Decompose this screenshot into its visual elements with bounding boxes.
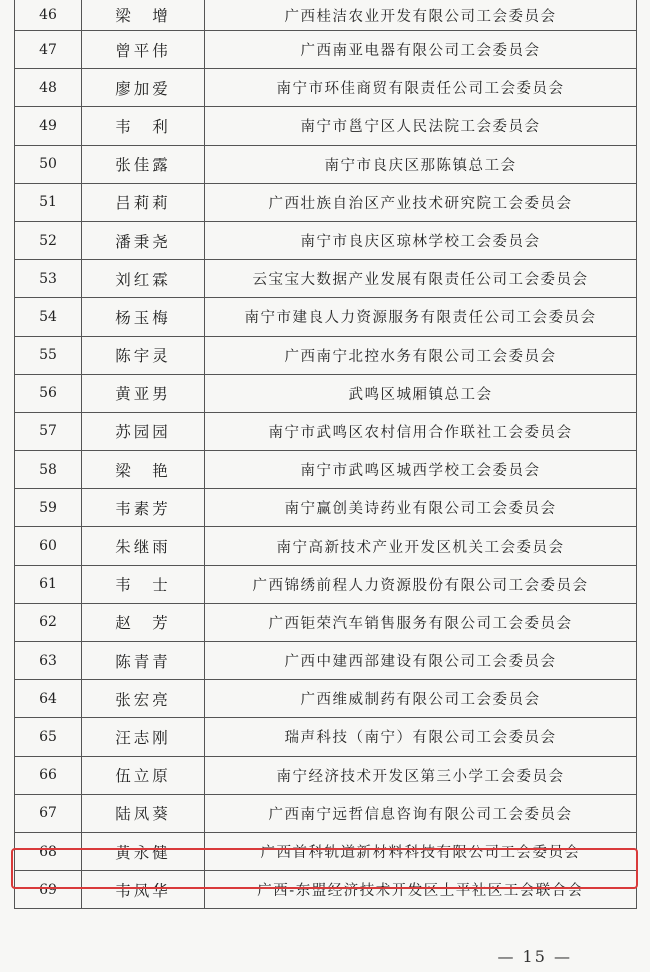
row-number: 50 bbox=[15, 145, 82, 183]
organization-name: 瑞声科技（南宁）有限公司工会委员会 bbox=[205, 718, 637, 756]
person-name: 杨玉梅 bbox=[82, 298, 205, 336]
organization-name: 南宁市环佳商贸有限责任公司工会委员会 bbox=[205, 69, 637, 107]
table-row bbox=[15, 603, 637, 641]
table-row bbox=[15, 412, 637, 450]
row-number: 62 bbox=[15, 603, 82, 641]
table-row bbox=[15, 642, 637, 680]
organization-name: 广西南宁北控水务有限公司工会委员会 bbox=[205, 336, 637, 374]
organization-name: 广西-东盟经济技术开发区上平社区工会联合会 bbox=[205, 871, 637, 909]
organization-name: 南宁经济技术开发区第三小学工会委员会 bbox=[205, 756, 637, 794]
person-name: 朱继雨 bbox=[82, 527, 205, 565]
roster-body bbox=[15, 0, 637, 909]
person-name: 曾平伟 bbox=[82, 31, 205, 69]
person-name: 伍立原 bbox=[82, 756, 205, 794]
organization-name: 广西桂洁农业开发有限公司工会委员会 bbox=[205, 0, 637, 31]
row-number: 59 bbox=[15, 489, 82, 527]
organization-name: 广西钜荣汽车销售服务有限公司工会委员会 bbox=[205, 603, 637, 641]
table-row bbox=[15, 871, 637, 909]
person-name: 陆凤葵 bbox=[82, 794, 205, 832]
organization-name: 广西壮族自治区产业技术研究院工会委员会 bbox=[205, 183, 637, 221]
row-number: 48 bbox=[15, 69, 82, 107]
person-name: 苏园园 bbox=[82, 412, 205, 450]
organization-name: 云宝宝大数据产业发展有限责任公司工会委员会 bbox=[205, 260, 637, 298]
organization-name: 南宁市建良人力资源服务有限责任公司工会委员会 bbox=[205, 298, 637, 336]
table-row bbox=[15, 31, 637, 69]
table-row bbox=[15, 374, 637, 412]
person-name: 潘秉尧 bbox=[82, 221, 205, 259]
row-number: 46 bbox=[15, 0, 82, 31]
row-number: 53 bbox=[15, 260, 82, 298]
table-row bbox=[15, 489, 637, 527]
row-number: 54 bbox=[15, 298, 82, 336]
row-number: 56 bbox=[15, 374, 82, 412]
person-name: 韦素芳 bbox=[82, 489, 205, 527]
person-name: 梁 艳 bbox=[82, 451, 205, 489]
organization-name: 武鸣区城厢镇总工会 bbox=[205, 374, 637, 412]
row-number: 67 bbox=[15, 794, 82, 832]
table-row bbox=[15, 69, 637, 107]
organization-name: 广西南亚电器有限公司工会委员会 bbox=[205, 31, 637, 69]
organization-name: 广西首科轨道新材料科技有限公司工会委员会 bbox=[205, 832, 637, 870]
table-row bbox=[15, 451, 637, 489]
table-row bbox=[15, 832, 637, 870]
row-number: 64 bbox=[15, 680, 82, 718]
table-row bbox=[15, 565, 637, 603]
person-name: 刘红霖 bbox=[82, 260, 205, 298]
person-name: 汪志刚 bbox=[82, 718, 205, 756]
person-name: 张佳露 bbox=[82, 145, 205, 183]
table-row bbox=[15, 298, 637, 336]
person-name: 韦 士 bbox=[82, 565, 205, 603]
row-number: 68 bbox=[15, 832, 82, 870]
roster-table bbox=[14, 0, 637, 909]
person-name: 赵 芳 bbox=[82, 603, 205, 641]
row-number: 57 bbox=[15, 412, 82, 450]
person-name: 吕莉莉 bbox=[82, 183, 205, 221]
table-row bbox=[15, 145, 637, 183]
table-row bbox=[15, 527, 637, 565]
organization-name: 南宁赢创美诗药业有限公司工会委员会 bbox=[205, 489, 637, 527]
table-row bbox=[15, 680, 637, 718]
organization-name: 南宁市武鸣区农村信用合作联社工会委员会 bbox=[205, 412, 637, 450]
row-number: 66 bbox=[15, 756, 82, 794]
table-row bbox=[15, 221, 637, 259]
person-name: 梁 增 bbox=[82, 0, 205, 31]
organization-name: 南宁市武鸣区城西学校工会委员会 bbox=[205, 451, 637, 489]
table-row bbox=[15, 718, 637, 756]
row-number: 47 bbox=[15, 31, 82, 69]
organization-name: 南宁市良庆区琼林学校工会委员会 bbox=[205, 221, 637, 259]
person-name: 陈宇灵 bbox=[82, 336, 205, 374]
table-row bbox=[15, 183, 637, 221]
row-number: 69 bbox=[15, 871, 82, 909]
row-number: 61 bbox=[15, 565, 82, 603]
person-name: 陈青青 bbox=[82, 642, 205, 680]
table-row bbox=[15, 107, 637, 145]
person-name: 黄永健 bbox=[82, 832, 205, 870]
organization-name: 南宁高新技术产业开发区机关工会委员会 bbox=[205, 527, 637, 565]
table-row bbox=[15, 0, 637, 31]
table-row bbox=[15, 336, 637, 374]
row-number: 51 bbox=[15, 183, 82, 221]
row-number: 49 bbox=[15, 107, 82, 145]
row-number: 58 bbox=[15, 451, 82, 489]
organization-name: 广西中建西部建设有限公司工会委员会 bbox=[205, 642, 637, 680]
person-name: 韦凤华 bbox=[82, 871, 205, 909]
organization-name: 广西锦绣前程人力资源股份有限公司工会委员会 bbox=[205, 565, 637, 603]
page-number: — 15 — bbox=[497, 947, 572, 966]
row-number: 65 bbox=[15, 718, 82, 756]
organization-name: 广西南宁远哲信息咨询有限公司工会委员会 bbox=[205, 794, 637, 832]
person-name: 廖加爱 bbox=[82, 69, 205, 107]
organization-name: 广西维威制药有限公司工会委员会 bbox=[205, 680, 637, 718]
person-name: 张宏亮 bbox=[82, 680, 205, 718]
organization-name: 南宁市邕宁区人民法院工会委员会 bbox=[205, 107, 637, 145]
person-name: 黄亚男 bbox=[82, 374, 205, 412]
person-name: 韦 利 bbox=[82, 107, 205, 145]
row-number: 60 bbox=[15, 527, 82, 565]
row-number: 63 bbox=[15, 642, 82, 680]
table-row bbox=[15, 756, 637, 794]
row-number: 52 bbox=[15, 221, 82, 259]
organization-name: 南宁市良庆区那陈镇总工会 bbox=[205, 145, 637, 183]
table-row bbox=[15, 794, 637, 832]
table-row bbox=[15, 260, 637, 298]
row-number: 55 bbox=[15, 336, 82, 374]
